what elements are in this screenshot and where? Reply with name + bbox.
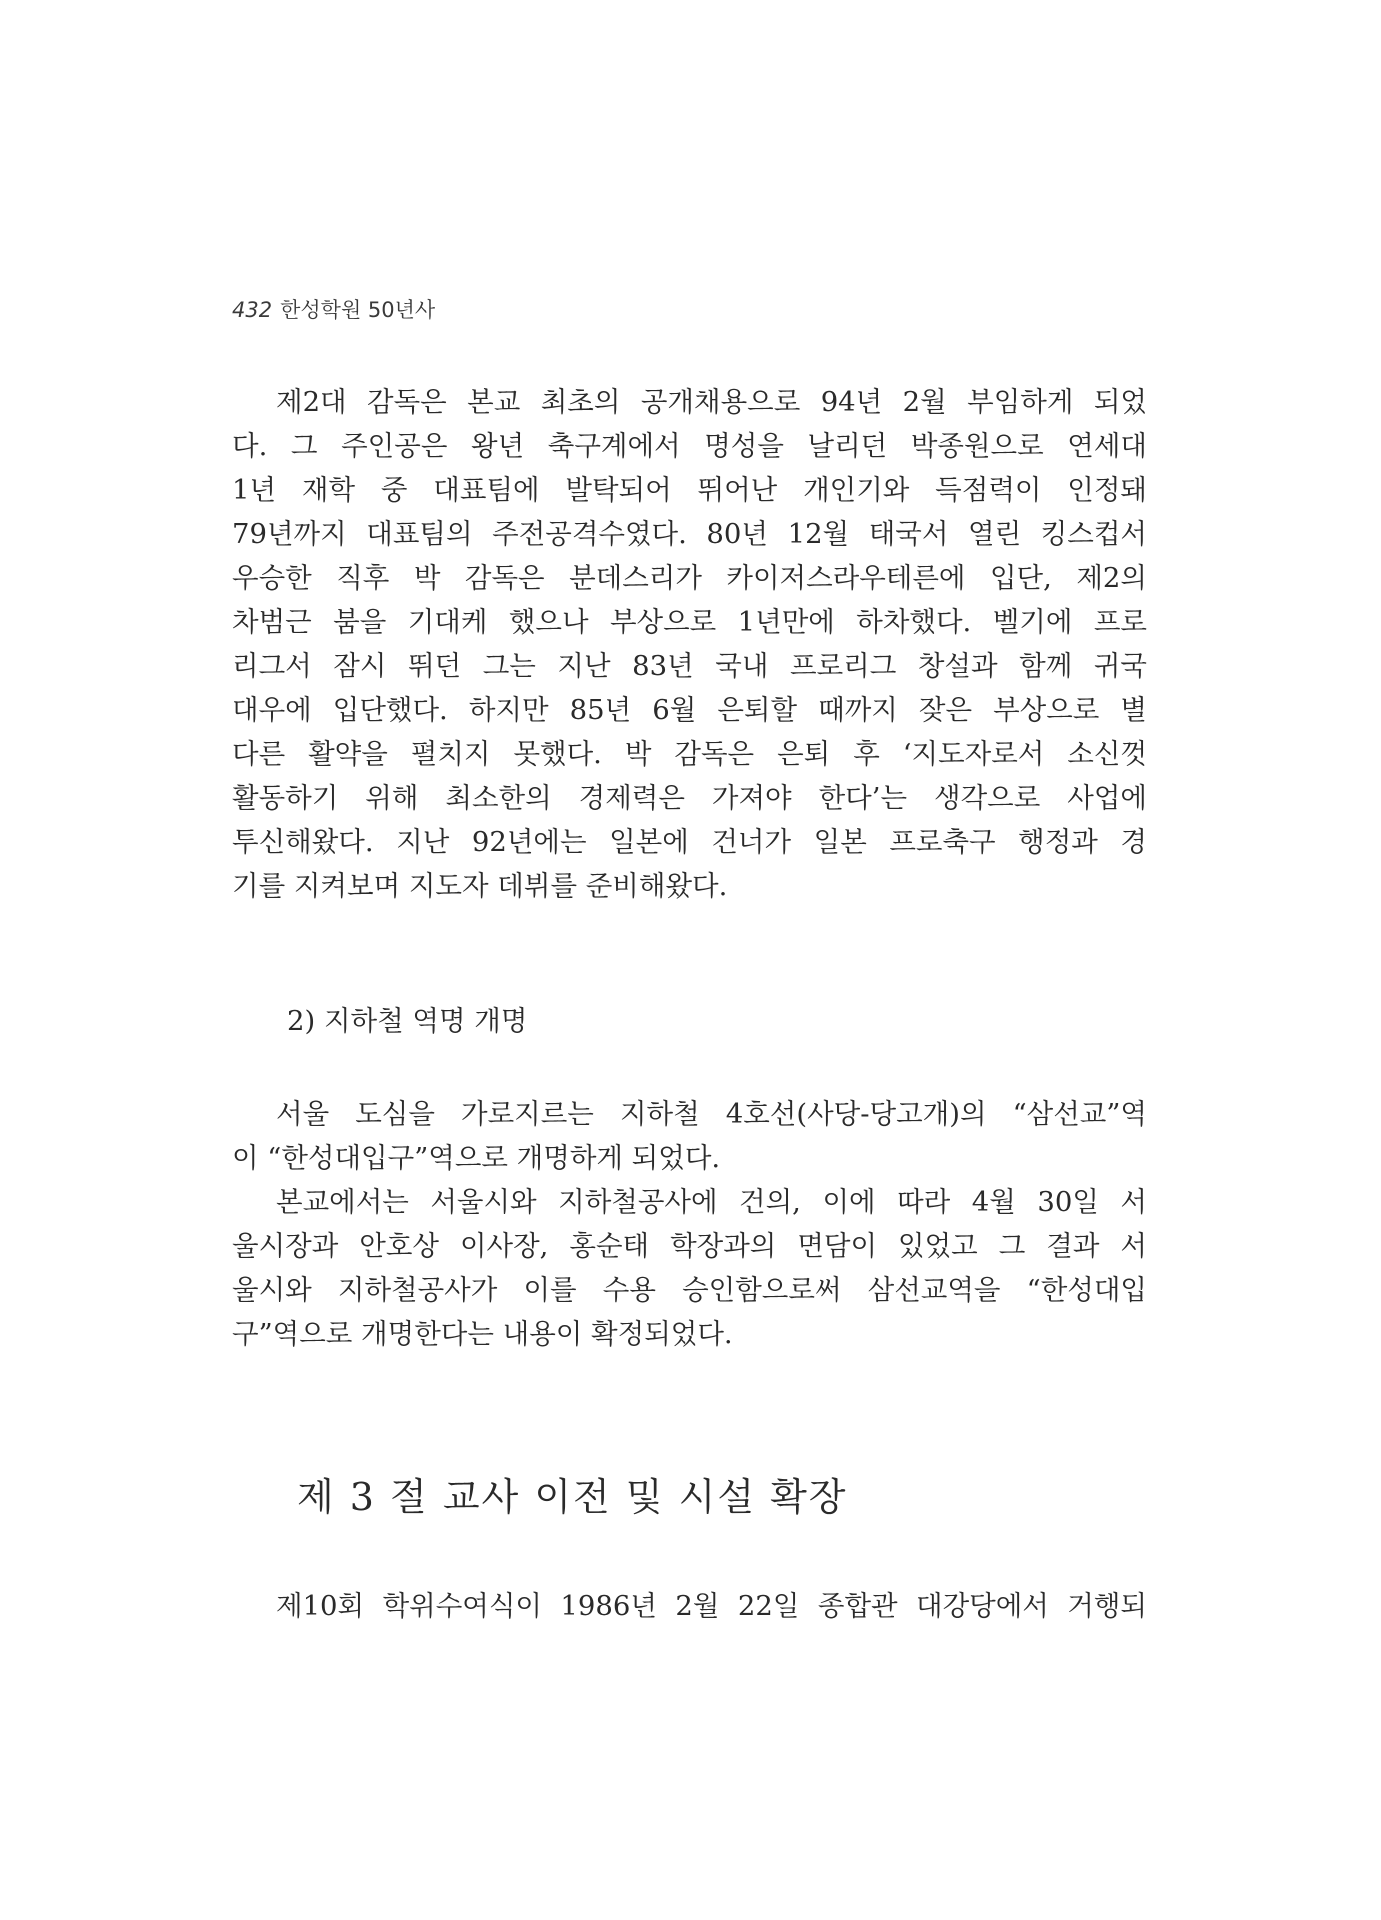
running-head xyxy=(232,294,435,324)
paragraph-coach-biography xyxy=(232,380,1147,908)
section-heading: 제 3 절 교사 이전 및 시설 확장 xyxy=(297,1475,848,1519)
text-line: 대우에 입단했다. 하지만 85년 6월 은퇴할 때까지 잦은 부상으로 별 xyxy=(232,694,1147,726)
text-line: 투신해왔다. 지난 92년에는 일본에 건너가 일본 프로축구 행정과 경 xyxy=(232,826,1147,858)
text-line: 구”역으로 개명한다는 내용이 확정되었다. xyxy=(232,1318,733,1350)
paragraph-station-rename xyxy=(232,1092,1147,1180)
text-line: 활동하기 위해 최소한의 경제력은 가져야 한다’는 생각으로 사업에 xyxy=(232,782,1147,814)
text-line: 제2대 감독은 본교 최초의 공개채용으로 94년 2월 부임하게 되었 xyxy=(276,386,1147,418)
text-line: 다. 그 주인공은 왕년 축구계에서 명성을 날리던 박종원으로 연세대 xyxy=(232,430,1147,462)
text-line: 울시장과 안호상 이사장, 홍순태 학장과의 면담이 있었고 그 결과 서 xyxy=(232,1230,1147,1262)
text-line: 리그서 잠시 뛰던 그는 지난 83년 국내 프로리그 창설과 함께 귀국 xyxy=(232,650,1147,682)
text-line: 차범근 붐을 기대케 했으나 부상으로 1년만에 하차했다. 벨기에 프로 xyxy=(232,606,1147,638)
text-line: 서울 도심을 가로지르는 지하철 4호선(사당-당고개)의 “삼선교”역 xyxy=(276,1098,1147,1130)
page-number: 432 xyxy=(232,298,273,322)
text-line: 본교에서는 서울시와 지하철공사에 건의, 이에 따라 4월 30일 서 xyxy=(276,1186,1147,1218)
paragraph-graduation xyxy=(232,1584,1147,1628)
book-title: 한성학원 50년사 xyxy=(280,298,436,322)
subsection-heading: 2) 지하철 역명 개명 xyxy=(287,1005,528,1037)
text-line: 79년까지 대표팀의 주전공격수였다. 80년 12월 태국서 열린 킹스컵서 xyxy=(232,518,1147,550)
text-line: 1년 재학 중 대표팀에 발탁되어 뛰어난 개인기와 득점력이 인정돼 xyxy=(232,474,1147,506)
text-line: 제10회 학위수여식이 1986년 2월 22일 종합관 대강당에서 거행되 xyxy=(276,1590,1147,1622)
text-line: 이 “한성대입구”역으로 개명하게 되었다. xyxy=(232,1142,721,1174)
paragraph-station-approval xyxy=(232,1180,1147,1356)
text-line: 울시와 지하철공사가 이를 수용 승인함으로써 삼선교역을 “한성대입 xyxy=(232,1274,1147,1306)
text-line: 우승한 직후 박 감독은 분데스리가 카이저스라우테른에 입단, 제2의 xyxy=(232,562,1147,594)
text-line: 기를 지켜보며 지도자 데뷔를 준비해왔다. xyxy=(232,870,728,902)
text-line: 다른 활약을 펼치지 못했다. 박 감독은 은퇴 후 ‘지도자로서 소신껏 xyxy=(232,738,1147,770)
